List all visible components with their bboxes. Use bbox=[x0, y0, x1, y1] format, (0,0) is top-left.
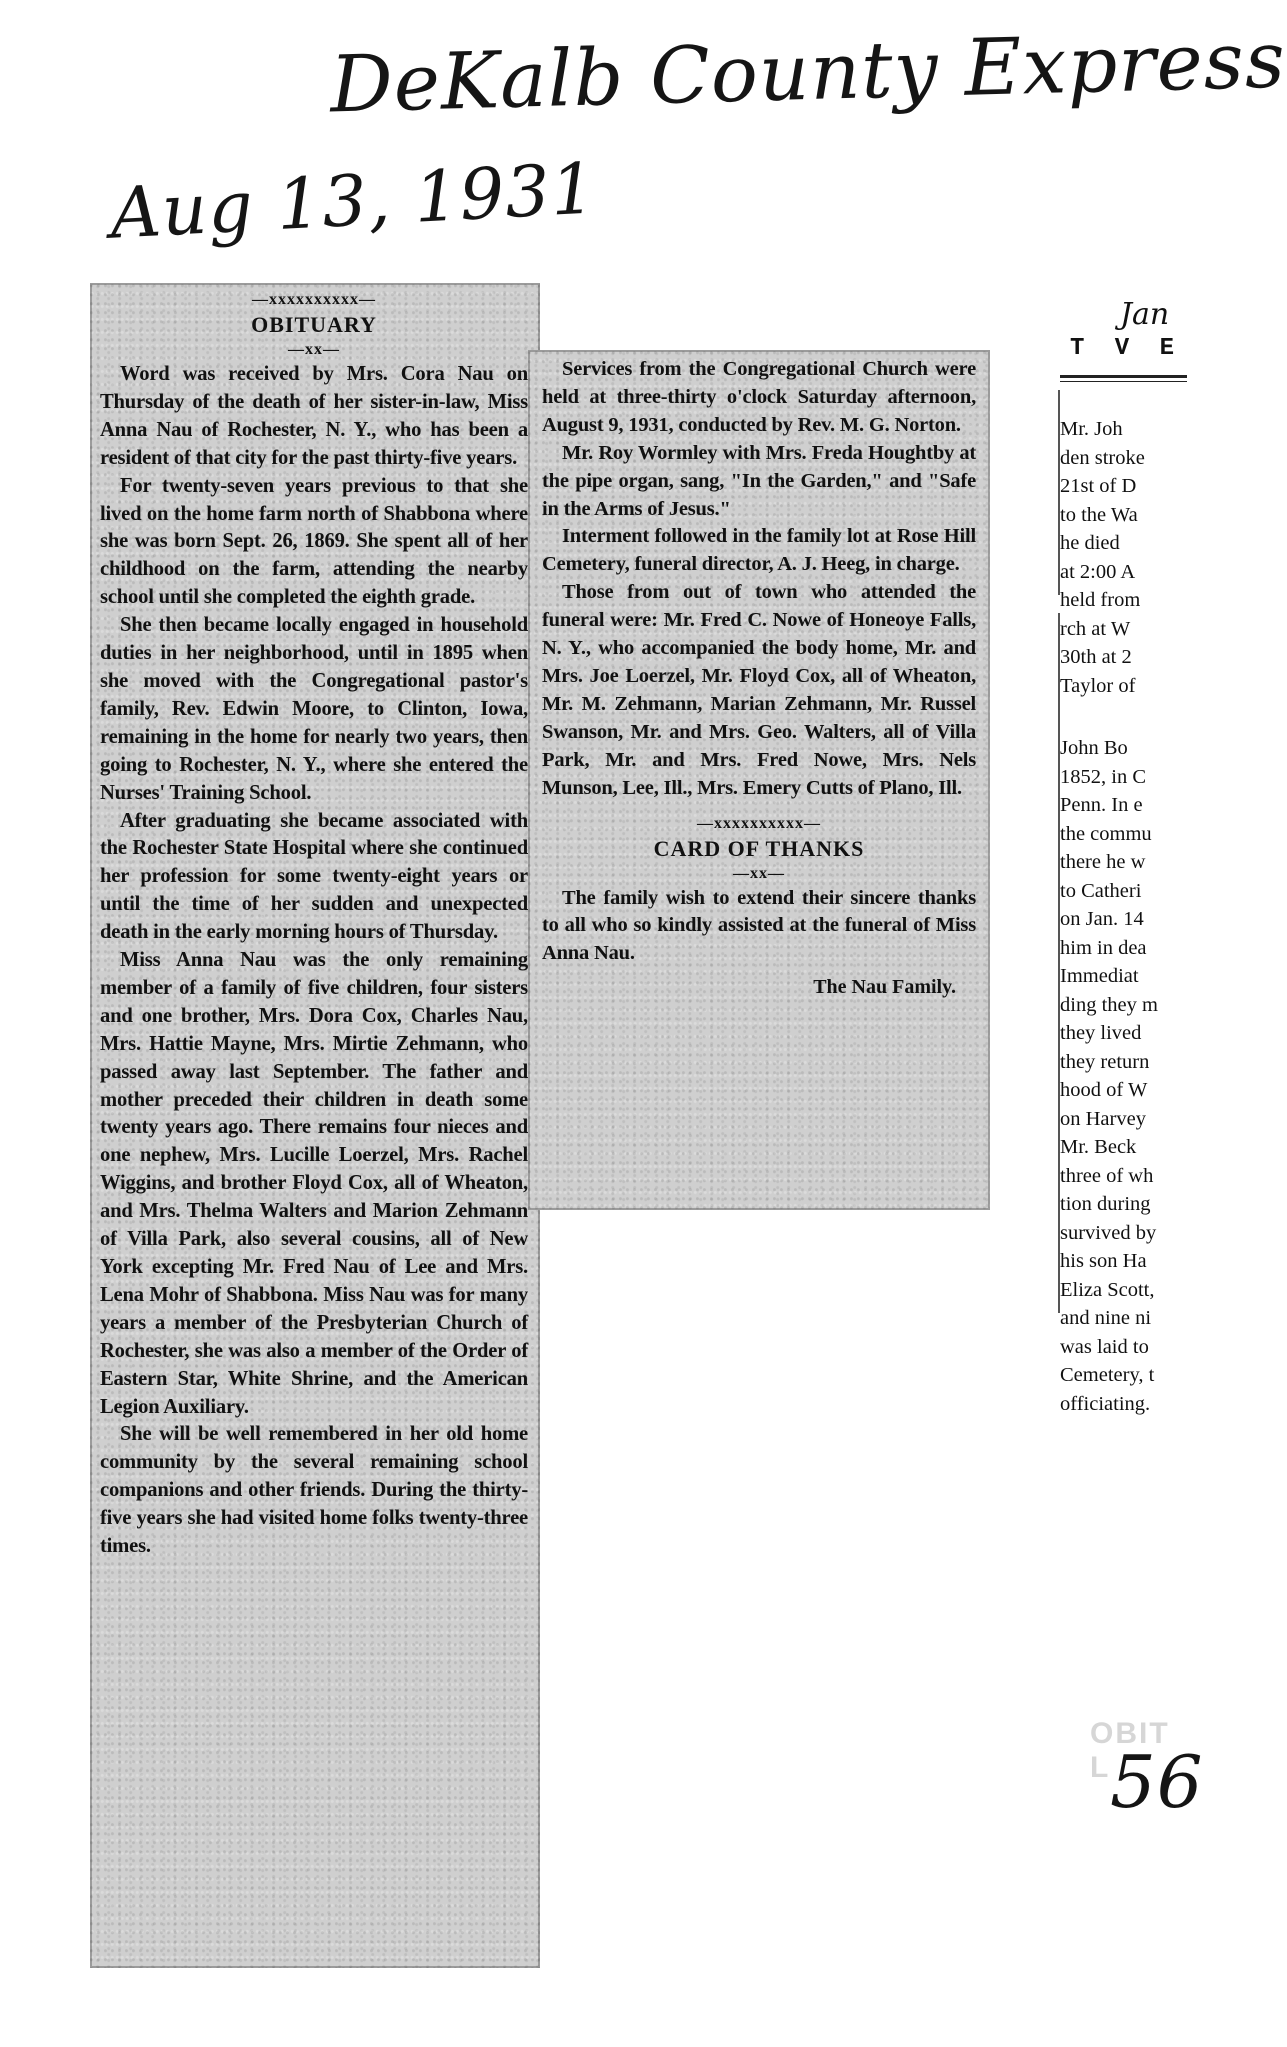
services-paragraph: Interment followed in the family lot at Rose Hill Cemetery, funeral director, A. J. Heeg, in charge. bbox=[542, 525, 976, 576]
fragment-line: rch at W bbox=[1060, 617, 1131, 640]
fragment-line: to the Wa bbox=[1060, 503, 1138, 526]
obituary-paragraph: For twenty-seven years previous to that she lived on the home farm north of Shabbona where she was born Sept. 26, 1869. She spent all of her childhood on the farm, attending the nearby school until she completed the eighth grade. bbox=[100, 474, 528, 609]
fragment-line: tion during bbox=[1060, 1193, 1151, 1215]
services-clipping bbox=[528, 350, 990, 1210]
fragment-line: to Catheri bbox=[1060, 879, 1142, 902]
services-paragraph: Services from the Congregational Church were held at three-thirty o'clock Saturday afternoon, August 9, 1931, conducted by Rev. M. G. Norton. bbox=[542, 358, 976, 436]
fragment-line: John Bo bbox=[1060, 737, 1128, 759]
fragment-line: was laid to bbox=[1060, 1335, 1149, 1358]
handwritten-date: Aug 13, 1931 bbox=[108, 147, 599, 255]
fragment-line: den stroke bbox=[1060, 446, 1145, 469]
fragment-line: Mr. Joh bbox=[1060, 418, 1123, 440]
fragment-line: 21st of D bbox=[1060, 475, 1137, 497]
fragment-line: 30th at 2 bbox=[1060, 646, 1132, 668]
fragment-line: ding they m bbox=[1060, 993, 1158, 1016]
obituary-paragraph: After graduating she became associated with the Rochester State Hospital where she continued her profession for some twenty-eight years or until the time of her sudden and unexpected death in the early morning hours of Thursday. bbox=[100, 809, 528, 944]
obit-stamp: OBIT L bbox=[1090, 1717, 1170, 1784]
fragment-line: him in dea bbox=[1060, 936, 1147, 959]
obituary-clipping bbox=[90, 283, 540, 1968]
fragment-rule bbox=[1060, 375, 1187, 378]
services-paragraph: Those from out of town who attended the funeral were: Mr. Fred C. Nowe of Honeoye Falls, N. Y., who accompanied the body home, Mr. and Mrs. Joe Loerzel, Mr. Floyd Cox, all of Wheaton, Mr. M. Zehmann, Marian Zehmann, Mr. Russel Swanson, Mr. and Mrs. Geo. Walters, all of Villa Park, Mr. and Mrs. Fred Nowe, Mrs. Nels Munson, Lee, Ill., Mrs. Emery Cutts of Plano, Ill. bbox=[542, 581, 976, 799]
handwritten-page-number: 56 bbox=[1110, 1740, 1204, 1824]
obituary-paragraph: Miss Anna Nau was the only remaining member of a family of five children, four sisters and one brother, Mrs. Dora Cox, Charles Nau, Mrs. Hattie Mayne, Mrs. Mirtie Zehmann, who passed away last September. The father and mother preceded their children in death some twenty years ago. There remains four nieces and one nephew, Mrs. Lucille Loerzel, Mrs. Rachel Wiggins, and brother Floyd Cox, all of Wheaton, and Mrs. Thelma Walters and Marion Zehmann of Villa Park, also several cousins, all of New York excepting Mr. Fred Nau of Lee and Mrs. Lena Mohr of Shabbona. Miss Nau was for many years a member of the Presbyterian Church of Rochester, she was also a member of the Order of Eastern Star, White Shrine, and the American Legion Auxiliary. bbox=[100, 949, 528, 1418]
fragment-line: on Harvey bbox=[1060, 1107, 1146, 1130]
fragment-line: 1852, in C bbox=[1060, 765, 1146, 788]
obituary-paragraph: She will be well remembered in her old home community by the several remaining school companions and other friends. During the thirty-five years she had visited home folks twenty-three times. bbox=[100, 1423, 528, 1558]
obituary-heading: OBITUARY bbox=[251, 312, 377, 337]
fragment-line: on Jan. 14 bbox=[1060, 908, 1144, 930]
fragment-line: he died bbox=[1060, 532, 1120, 554]
fragment-line: Mr. Beck bbox=[1060, 1136, 1137, 1158]
fragment-line: Cemetery, t bbox=[1060, 1364, 1155, 1386]
ornament-rule-bottom: —xx— bbox=[733, 864, 785, 882]
fragment-line: officiating. bbox=[1060, 1392, 1151, 1415]
obituary-paragraph: She then became locally engaged in household duties in her neighborhood, until in 1895 when she moved with the Congregational pastor's family, Rev. Edwin Moore, to Clinton, Iowa, remaining in the home for nearly two years, then going to Rochester, N. Y., where she entered the Nurses' Training School. bbox=[100, 614, 528, 804]
fragment-line: they lived bbox=[1060, 1022, 1142, 1044]
ornament-rule-top: —xxxxxxxxxx— bbox=[252, 291, 376, 308]
obituary-paragraph: Word was received by Mrs. Cora Nau on Thursday of the death of her sister-in-law, Miss Anna Nau of Rochester, N. Y., who has been a resident of that city for the past thirty-five years. bbox=[100, 363, 528, 469]
fragment-line: Taylor of bbox=[1060, 674, 1136, 697]
fragment-line: Eliza Scott, bbox=[1060, 1278, 1155, 1301]
fragment-line: Immediat bbox=[1060, 965, 1139, 987]
fragment-caption: T V E bbox=[1070, 335, 1183, 362]
services-paragraph: Mr. Roy Wormley with Mrs. Freda Houghtby at the pipe organ, sang, "In the Garden," and "Safe in the Arms of Jesus." bbox=[542, 441, 976, 520]
card-of-thanks-text: The family wish to extend their sincere thanks to all who so kindly assisted at the funeral of Miss Anna Nau. bbox=[542, 886, 976, 965]
adjacent-clipping-fragment bbox=[1040, 295, 1187, 1595]
fragment-line: hood of W bbox=[1060, 1079, 1148, 1101]
card-of-thanks-heading: CARD OF THANKS bbox=[653, 835, 865, 861]
card-signature: The Nau Family. bbox=[813, 976, 956, 999]
handwritten-newspaper-name: DeKalb County Express bbox=[328, 15, 1287, 131]
fragment-line: held from bbox=[1060, 589, 1141, 611]
fragment-rule bbox=[1060, 381, 1187, 382]
fragment-line: at 2:00 A bbox=[1060, 560, 1136, 583]
fragment-handwriting: Jan bbox=[1120, 297, 1170, 332]
fragment-line: Penn. In e bbox=[1060, 794, 1143, 816]
fragment-line: the commu bbox=[1060, 822, 1152, 845]
fragment-line: there he w bbox=[1060, 851, 1146, 873]
fragment-line: survived by bbox=[1060, 1221, 1157, 1244]
fragment-line: and nine ni bbox=[1060, 1307, 1152, 1329]
fragment-line: they return bbox=[1060, 1050, 1150, 1073]
fragment-line: his son Ha bbox=[1060, 1250, 1147, 1272]
fragment-line: three of wh bbox=[1060, 1164, 1154, 1187]
ornament-rule-bottom: —xx— bbox=[288, 341, 340, 358]
ornament-rule-top: —xxxxxxxxxx— bbox=[697, 814, 821, 832]
